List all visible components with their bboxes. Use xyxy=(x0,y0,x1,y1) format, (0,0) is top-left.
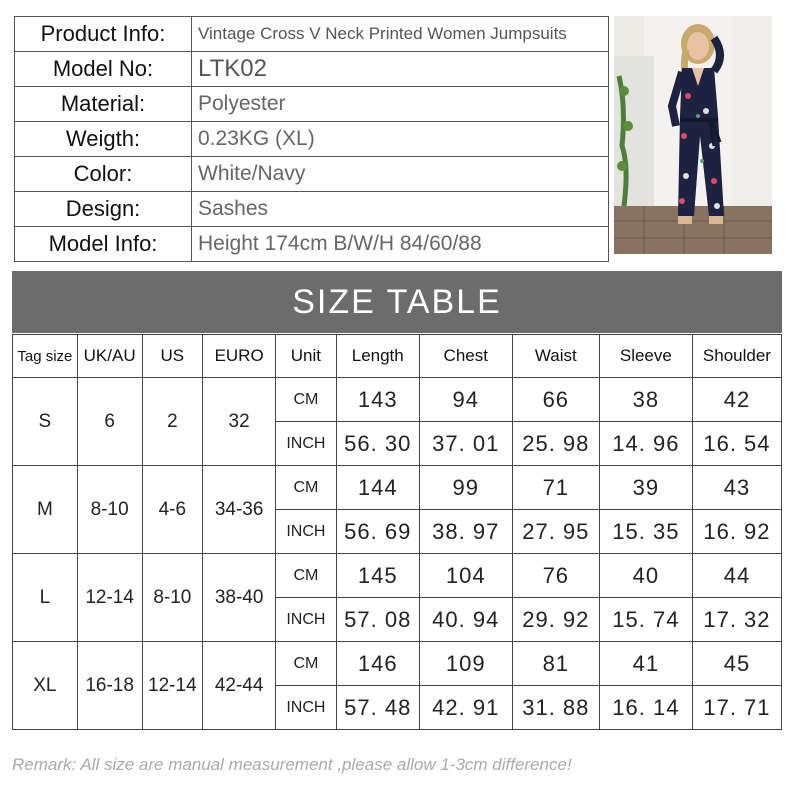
sleeve-cell: 41 xyxy=(599,642,692,686)
column-header: Chest xyxy=(419,335,512,378)
info-row-color xyxy=(15,157,609,192)
chest-cell: 94 xyxy=(419,378,512,422)
sleeve-cell: 16. 14 xyxy=(599,686,692,730)
info-row-weight xyxy=(15,122,609,157)
info-row-model-info xyxy=(15,227,609,262)
length-cell: 57. 48 xyxy=(336,686,419,730)
shoulder-cell: 44 xyxy=(692,554,781,598)
waist-cell: 29. 92 xyxy=(512,598,599,642)
waist-cell: 31. 88 xyxy=(512,686,599,730)
sleeve-cell: 39 xyxy=(599,466,692,510)
uk-size-cell: 8-10 xyxy=(77,466,142,554)
chest-cell: 104 xyxy=(419,554,512,598)
remark-note: Remark: All size are manual measurement ,please allow 1-3cm difference! xyxy=(12,755,572,774)
waist-cell: 66 xyxy=(512,378,599,422)
us-size-cell: 4-6 xyxy=(142,466,203,554)
column-header: Shoulder xyxy=(692,335,781,378)
us-size-cell: 2 xyxy=(142,378,203,466)
uk-size-cell: 6 xyxy=(77,378,142,466)
info-label: Material: xyxy=(15,87,192,122)
info-value: Sashes xyxy=(192,192,609,227)
info-label: Model Info: xyxy=(15,227,192,262)
info-value: White/Navy xyxy=(192,157,609,192)
shoulder-cell: 16. 54 xyxy=(692,422,781,466)
length-cell: 56. 30 xyxy=(336,422,419,466)
product-info-table xyxy=(14,16,609,262)
table-row xyxy=(13,378,782,422)
column-header: UK/AU xyxy=(77,335,142,378)
shoulder-cell: 42 xyxy=(692,378,781,422)
sleeve-cell: 14. 96 xyxy=(599,422,692,466)
shoulder-cell: 43 xyxy=(692,466,781,510)
chest-cell: 38. 97 xyxy=(419,510,512,554)
info-value: Polyester xyxy=(192,87,609,122)
length-cell: 146 xyxy=(336,642,419,686)
unit-cell: INCH xyxy=(276,422,337,466)
column-header: Waist xyxy=(512,335,599,378)
tag-size-cell: L xyxy=(13,554,78,642)
product-photo xyxy=(614,16,772,254)
chest-cell: 40. 94 xyxy=(419,598,512,642)
table-row xyxy=(13,466,782,510)
waist-cell: 25. 98 xyxy=(512,422,599,466)
chest-cell: 42. 91 xyxy=(419,686,512,730)
length-cell: 143 xyxy=(336,378,419,422)
info-value: LTK02 xyxy=(192,52,609,87)
info-value: 0.23KG (XL) xyxy=(192,122,609,157)
waist-cell: 27. 95 xyxy=(512,510,599,554)
length-cell: 57. 08 xyxy=(336,598,419,642)
shoulder-cell: 17. 71 xyxy=(692,686,781,730)
info-row-design xyxy=(15,192,609,227)
size-table-header xyxy=(13,335,782,378)
unit-cell: CM xyxy=(276,466,337,510)
length-cell: 145 xyxy=(336,554,419,598)
euro-size-cell: 32 xyxy=(203,378,276,466)
unit-cell: INCH xyxy=(276,510,337,554)
sleeve-cell: 38 xyxy=(599,378,692,422)
shoulder-cell: 45 xyxy=(692,642,781,686)
chest-cell: 109 xyxy=(419,642,512,686)
column-header: EURO xyxy=(203,335,276,378)
us-size-cell: 8-10 xyxy=(142,554,203,642)
us-size-cell: 12-14 xyxy=(142,642,203,730)
length-cell: 144 xyxy=(336,466,419,510)
waist-cell: 76 xyxy=(512,554,599,598)
size-table-title: SIZE TABLE xyxy=(12,271,782,333)
euro-size-cell: 34-36 xyxy=(203,466,276,554)
sleeve-cell: 15. 74 xyxy=(599,598,692,642)
chest-cell: 37. 01 xyxy=(419,422,512,466)
euro-size-cell: 42-44 xyxy=(203,642,276,730)
info-row-material xyxy=(15,87,609,122)
column-header: Unit xyxy=(276,335,337,378)
unit-cell: INCH xyxy=(276,598,337,642)
waist-cell: 71 xyxy=(512,466,599,510)
info-label: Model No: xyxy=(15,52,192,87)
column-header: Tag size xyxy=(13,335,78,378)
info-label: Weigth: xyxy=(15,122,192,157)
tag-size-cell: S xyxy=(13,378,78,466)
info-label: Color: xyxy=(15,157,192,192)
uk-size-cell: 12-14 xyxy=(77,554,142,642)
waist-cell: 81 xyxy=(512,642,599,686)
uk-size-cell: 16-18 xyxy=(77,642,142,730)
sleeve-cell: 40 xyxy=(599,554,692,598)
size-table xyxy=(12,334,782,730)
length-cell: 56. 69 xyxy=(336,510,419,554)
column-header: US xyxy=(142,335,203,378)
shoulder-cell: 16. 92 xyxy=(692,510,781,554)
unit-cell: INCH xyxy=(276,686,337,730)
info-label: Product Info: xyxy=(15,17,192,52)
unit-cell: CM xyxy=(276,378,337,422)
info-value: Height 174cm B/W/H 84/60/88 xyxy=(192,227,609,262)
tag-size-cell: M xyxy=(13,466,78,554)
euro-size-cell: 38-40 xyxy=(203,554,276,642)
shoulder-cell: 17. 32 xyxy=(692,598,781,642)
sleeve-cell: 15. 35 xyxy=(599,510,692,554)
table-row xyxy=(13,554,782,598)
chest-cell: 99 xyxy=(419,466,512,510)
column-header: Length xyxy=(336,335,419,378)
column-header: Sleeve xyxy=(599,335,692,378)
unit-cell: CM xyxy=(276,554,337,598)
unit-cell: CM xyxy=(276,642,337,686)
info-label: Design: xyxy=(15,192,192,227)
info-row-product xyxy=(15,17,609,52)
tag-size-cell: XL xyxy=(13,642,78,730)
table-row xyxy=(13,642,782,686)
info-value: Vintage Cross V Neck Printed Women Jumpsuits xyxy=(192,17,609,52)
info-row-model xyxy=(15,52,609,87)
